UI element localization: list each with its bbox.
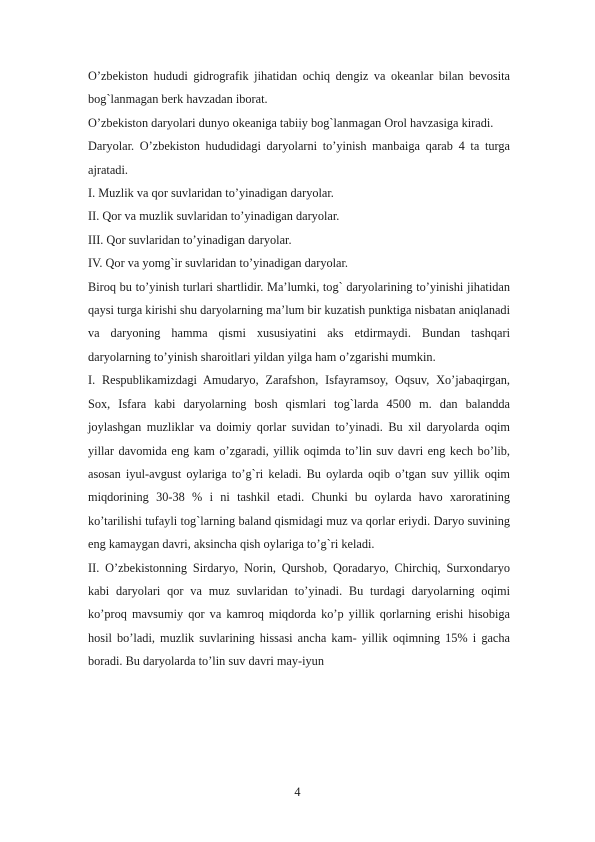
page-number: 4 bbox=[294, 785, 301, 799]
list-item-type-4: IV. Qor va yomg`ir suvlaridan to’yinadigan daryolar. bbox=[88, 256, 348, 271]
paragraph-aral-basin: O’zbekiston daryolari dunyo okeaniga tabiiy bog`lanmagan Orol havzasiga kiradi. bbox=[88, 115, 494, 130]
paragraph-intro: O’zbekiston hududi gidrografik jihatidan ochiq dengiz va okeanlar bilan bevosita bog`lanmagan berk havzadan iborat. bbox=[88, 69, 510, 107]
paragraph-type-2-details: II. O’zbekistonning Sirdaryo, Norin, Qurshob, Qoradaryo, Chirchiq, Surxondaryo kabi daryolari qor va muz suvlaridan to’yinadi. Bu turdagi daryolarning oqimi ko’proq mavsumiy qor va kamroq miqdorda ko’p yillik qorlarning erishi hisobiga hosil bo’ladi, muzlik suvlarining hissasi ancha kam- yillik oqimning 15% i gacha boradi. Bu daryolarda to’lin suv davri may-iyun bbox=[88, 560, 510, 669]
list-item-type-2: II. Qor va muzlik suvlaridan to’yinadigan daryolar. bbox=[88, 209, 340, 224]
list-item-type-1: I. Muzlik va qor suvlaridan to’yinadigan daryolar. bbox=[88, 186, 334, 201]
list-item-type-3: III. Qor suvlaridan to’yinadigan daryolar. bbox=[88, 232, 292, 247]
paragraph-rivers-classification: Daryolar. O’zbekiston hududidagi daryolarni to’yinish manbaiga qarab 4 ta turga ajratadi. bbox=[88, 139, 510, 177]
document-body bbox=[88, 65, 510, 674]
paragraph-conditional-types: Biroq bu to’yinish turlari shartlidir. Ma’lumki, tog` daryolarining to’yinishi jihatidan qaysi turga kirishi shu daryolarning ma’lum bir kuzatish punktiga nisbatan aniqlanadi va daryoning hamma qismi xususiyatini aks etdirmaydi. Bundan tashqari daryolarning to’yinish sharoitlari yildan yilga ham o’zgarishi mumkin. bbox=[88, 279, 510, 364]
paragraph-type-1-details: I. Respublikamizdagi Amudaryo, Zarafshon, Isfayramsoy, Oqsuv, Xo’jabaqirgan, Sox, Isfara kabi daryolarning bosh qismlari tog`larda 4500 m. dan balandda joylashgan muzliklar va doimiy qorlar suvidan to’yinadi. Bu xil daryolarda oqim yillar davomida eng kam o’zgaradi, yillik oqimda to’lin suv davri eng kech bo’lib, asosan iyul-avgust oylariga to’g`ri keladi. Bu oylarda oqib o’tgan suv yillik oqim miqdorining 30-38 % i ni tashkil etadi. Chunki bu oylarda havo xaroratining ko’tarilishi tufayli tog`larning baland qismidagi muz va qorlar eriydi. Daryo suvining eng kamaygan davri, aksincha qish oylariga to’g`ri keladi. bbox=[88, 373, 510, 552]
